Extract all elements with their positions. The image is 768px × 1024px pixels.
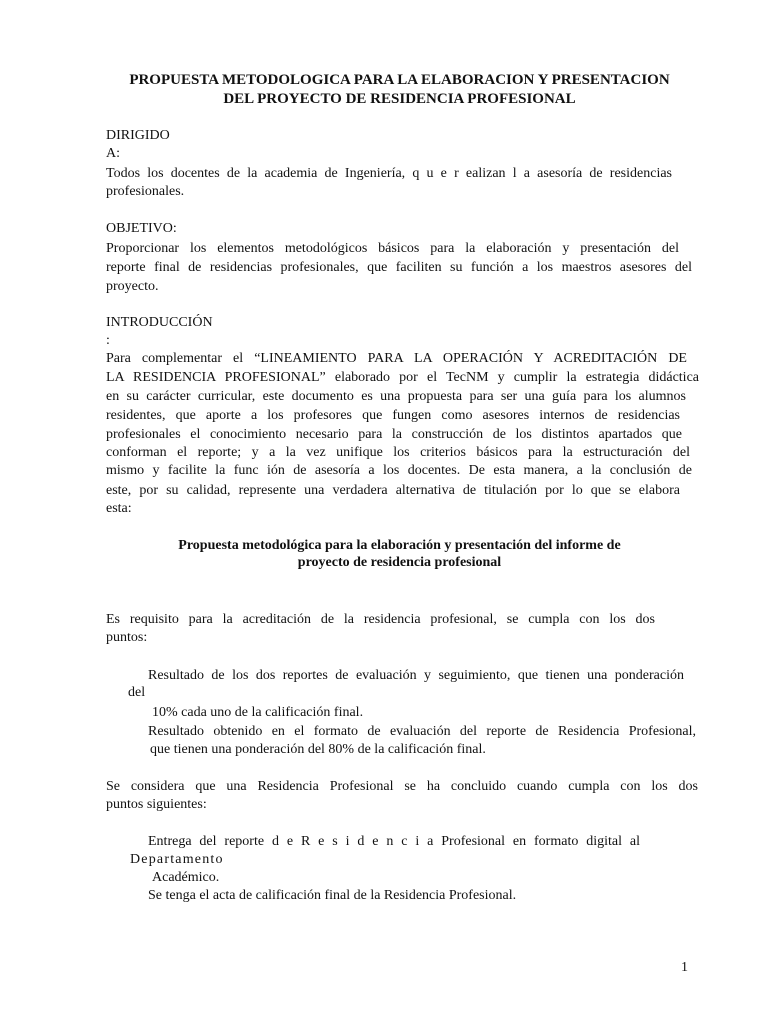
paragraph-line: Proporcionar los elementos metodológicos básicos para la elaboración y presentación del [106,241,679,256]
requirement-item-line: del [128,685,146,700]
paragraph-line: Para complementar el “LINEAMIENTO PARA LA OPERACIÓN Y ACREDITACIÓN DE [106,351,687,366]
paragraph-line: Todos los docentes de la academia de Ingeniería, q u e r ealizan l a asesoría de residencias [106,166,672,181]
conclusion-item-line: Entrega del reporte d e R e s i d e n c i a Profesional en formato digital al [148,834,640,849]
paragraph-line: conforman el reporte; y a la vez unifique los criterios básicos para la estructuración del [106,445,690,460]
paragraph-line: esta: [106,501,132,516]
conclusion-item-line: Académico. [152,870,220,885]
section-heading-introduccion: : [106,333,110,348]
paragraph-line: residentes, que aporte a los profesores que fungen como asesores internos de residencias [106,408,680,423]
section-heading-objetivo: OBJETIVO: [106,221,177,236]
paragraph-line: en su carácter curricular, este documento es una propuesta para ser una guía para los alumnos [106,389,686,404]
paragraph-line: profesionales el conocimiento necesario para la construcción de los distintos apartados que [106,427,682,442]
paragraph-line: LA RESIDENCIA PROFESIONAL” elaborado por el TecNM y cumplir la estrategia didáctica [106,370,699,385]
document-title-line: DEL PROYECTO DE RESIDENCIA PROFESIONAL [223,91,576,107]
section-heading-dirigido: A: [106,146,120,161]
paragraph-line: proyecto. [106,279,159,294]
paragraph-line: profesionales. [106,184,185,199]
proposal-title-line: Propuesta metodológica para la elaboración y presentación del informe de [178,538,621,553]
paragraph-line: Se considera que una Residencia Profesional se ha concluido cuando cumpla con los dos [106,779,698,794]
requirement-item-line: Resultado de los dos reportes de evaluación y seguimiento, que tienen una ponderación [148,668,684,683]
document-title-line: PROPUESTA METODOLOGICA PARA LA ELABORACION Y PRESENTACION [129,72,670,88]
requirement-item-line: que tienen una ponderación del 80% de la calificación final. [150,742,486,757]
conclusion-item-line: Departamento [130,852,224,867]
paragraph-line: reporte final de residencias profesionales, que faciliten su función a los maestros asesores del [106,260,692,275]
paragraph-line: Es requisito para la acreditación de la residencia profesional, se cumpla con los dos [106,612,655,627]
section-heading-dirigido: DIRIGIDO [106,128,170,143]
conclusion-item-line: Se tenga el acta de calificación final de la Residencia Profesional. [148,888,517,903]
requirement-item-line: Resultado obtenido en el formato de evaluación del reporte de Residencia Profesional, [148,724,696,739]
section-heading-introduccion: INTRODUCCIÓN [106,315,213,330]
requirement-item-line: 10% cada uno de la calificación final. [152,705,364,720]
paragraph-line: este, por su calidad, represente una verdadera alternativa de titulación por lo que se elabora [106,483,680,498]
paragraph-line: mismo y facilite la func ión de asesoría a los docentes. De esta manera, a la conclusión de [106,463,692,478]
paragraph-line: puntos siguientes: [106,797,207,812]
page-number: 1 [681,960,688,975]
proposal-title-line: proyecto de residencia profesional [297,555,502,570]
paragraph-line: puntos: [106,630,148,645]
